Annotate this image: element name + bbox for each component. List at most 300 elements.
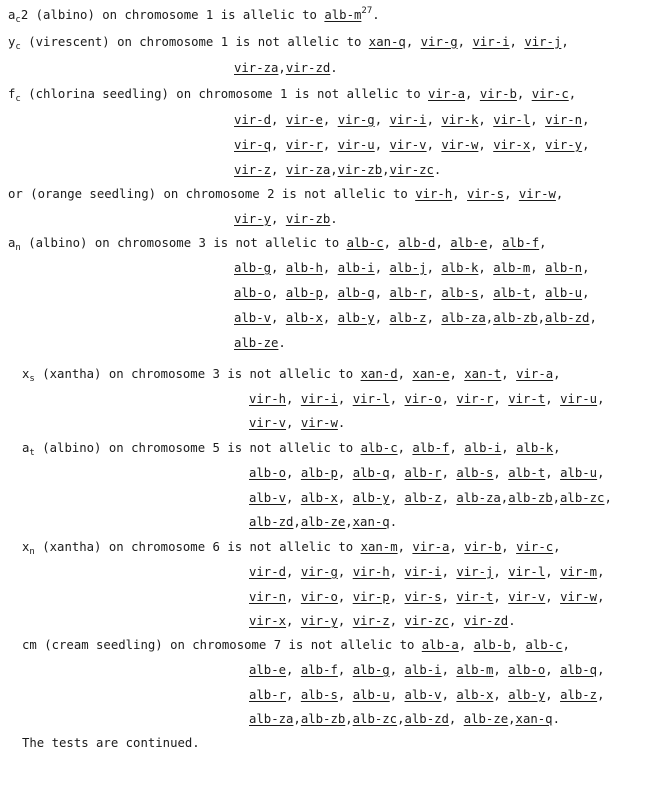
punct: , <box>441 565 457 579</box>
punct: . <box>337 416 346 430</box>
punct: , <box>374 261 390 275</box>
allele: vir-u <box>337 138 375 152</box>
allele: alb-v <box>249 491 287 505</box>
mutant-subscript: n <box>29 547 35 557</box>
allele: alb-f <box>412 441 450 455</box>
punct: . <box>508 614 516 628</box>
allele: alb-e <box>249 663 287 677</box>
punct: , <box>478 138 494 152</box>
allele: vir-c <box>516 540 554 554</box>
allele: vir-w <box>441 138 479 152</box>
punct: , <box>286 614 301 628</box>
allele: alb-o <box>249 466 287 480</box>
punct: , <box>330 163 338 177</box>
allele: alb-zc <box>352 712 398 726</box>
allele: alb-v <box>404 688 442 702</box>
allele: xan-m <box>360 540 398 554</box>
punct: , <box>448 614 464 628</box>
mutant-symbol: f <box>8 87 16 101</box>
punct: , <box>553 367 561 381</box>
punct: , <box>552 491 561 505</box>
allele: alb-za <box>441 311 486 325</box>
punct: , <box>553 441 561 455</box>
allele: vir-g <box>337 113 375 127</box>
allele: vir-n <box>249 590 287 604</box>
punct: , <box>435 236 451 250</box>
entry-an-continuation <box>234 336 286 350</box>
mutant-symbol: a <box>22 441 30 455</box>
punct: , <box>374 286 390 300</box>
punct: , <box>545 392 561 406</box>
allele: vir-l <box>352 392 390 406</box>
allele: alb-o <box>508 663 546 677</box>
punct: , <box>582 113 590 127</box>
entry-or-line <box>8 187 563 201</box>
entry-an-continuation <box>234 311 597 325</box>
punct: , <box>271 261 286 275</box>
allele: vir-m <box>560 565 598 579</box>
allele: vir-o <box>300 590 338 604</box>
entry-description: (xantha) on chromosome 3 is not allelic to <box>34 367 361 381</box>
punct: , <box>545 565 561 579</box>
punct: , <box>389 688 405 702</box>
punct: , <box>582 286 590 300</box>
punct: , <box>337 565 353 579</box>
allele: alb-i <box>464 441 502 455</box>
allele: alb-zb <box>493 311 538 325</box>
punct: , <box>426 311 442 325</box>
allele: alb-a <box>421 638 459 652</box>
punct: , <box>493 392 509 406</box>
entry-or-continuation <box>234 212 338 226</box>
entry-xs-continuation <box>249 416 345 430</box>
punct: , <box>337 590 353 604</box>
punct: , <box>271 113 286 127</box>
mutant-symbol: y <box>8 35 16 49</box>
punct: , <box>345 515 353 529</box>
allele: alb-zd <box>249 515 294 529</box>
punct: , <box>553 540 561 554</box>
allele: vir-z <box>352 614 390 628</box>
punct: , <box>582 261 590 275</box>
punct: , <box>537 311 546 325</box>
punct: , <box>561 35 569 49</box>
allele: alb-c <box>525 638 563 652</box>
punct: , <box>501 540 517 554</box>
allele: alb-j <box>389 261 427 275</box>
entry-ac2-line <box>8 6 380 25</box>
allele: vir-a <box>412 540 450 554</box>
punct: , <box>597 565 605 579</box>
allele: vir-h <box>352 565 390 579</box>
allele: alb-zc <box>560 491 605 505</box>
punct: , <box>286 491 301 505</box>
punct: , <box>337 466 353 480</box>
allele: vir-t <box>508 392 546 406</box>
allele: vir-d <box>234 113 272 127</box>
entry-cm-continuation <box>249 688 605 702</box>
allele: vir-y <box>545 138 583 152</box>
punct: , <box>597 590 605 604</box>
allele: alb-y <box>352 491 390 505</box>
mutant-subscript: c <box>15 15 21 25</box>
allele: vir-i <box>389 113 427 127</box>
punct: , <box>493 565 509 579</box>
allele: alb-ze <box>300 515 346 529</box>
allele: vir-n <box>545 113 583 127</box>
entry-fc-continuation <box>234 113 590 127</box>
punct: , <box>441 491 457 505</box>
punct: , <box>271 311 286 325</box>
allele: alb-s <box>300 688 338 702</box>
entry-xn-continuation <box>249 614 516 628</box>
allele: alb-x <box>300 491 338 505</box>
allele: alb-zd <box>404 712 449 726</box>
allele: alb-c <box>360 441 398 455</box>
punct: , <box>286 565 301 579</box>
mutant-subscript: c <box>15 42 21 52</box>
punct: , <box>389 466 405 480</box>
punct: . <box>278 336 286 350</box>
allele: alb-za <box>249 712 294 726</box>
punct: , <box>485 311 494 325</box>
punct: , <box>337 614 353 628</box>
punct: , <box>597 663 605 677</box>
punct: , <box>426 286 442 300</box>
allele: alb-i <box>337 261 375 275</box>
punct: , <box>562 638 570 652</box>
allele: alb-g <box>352 663 390 677</box>
punct: , <box>493 663 509 677</box>
punct: , <box>539 236 547 250</box>
allele: vir-w <box>518 187 556 201</box>
allele: alb-k <box>516 441 554 455</box>
allele: vir-h <box>415 187 453 201</box>
allele: vir-e <box>285 113 323 127</box>
punct: , <box>516 87 532 101</box>
punct: , <box>493 466 509 480</box>
allele: vir-u <box>560 392 598 406</box>
allele: vir-r <box>456 392 494 406</box>
punct: , <box>441 663 457 677</box>
punct: , <box>397 441 413 455</box>
punct: , <box>589 311 597 325</box>
mutant-symbol: a <box>8 8 16 22</box>
allele: alb-q <box>560 663 598 677</box>
allele: alb-c <box>346 236 384 250</box>
entry-description: (virescent) on chromosome 1 is not allelic to <box>20 35 369 49</box>
allele: alb-f <box>300 663 338 677</box>
allele: alb-t <box>493 286 531 300</box>
entry-cm-continuation <box>249 712 560 726</box>
entry-yc-continuation <box>234 61 338 75</box>
allele: vir-i <box>300 392 338 406</box>
allele: vir-i <box>472 35 510 49</box>
allele: alb-zb <box>508 491 553 505</box>
allele: alb-m <box>324 8 362 22</box>
punct: , <box>374 311 390 325</box>
punct: , <box>452 187 468 201</box>
allele: vir-zd <box>285 61 331 75</box>
punct: , <box>374 113 390 127</box>
allele: vir-z <box>234 163 272 177</box>
punct: , <box>271 138 286 152</box>
allele: vir-o <box>404 392 442 406</box>
entry-xs-line <box>22 367 561 384</box>
allele: alb-zb <box>300 712 346 726</box>
allele: alb-r <box>404 466 442 480</box>
allele: alb-ze <box>234 336 279 350</box>
allele: vir-a <box>516 367 554 381</box>
allele: vir-x <box>493 138 531 152</box>
allele: alb-i <box>404 663 442 677</box>
punct: , <box>500 491 509 505</box>
punct: , <box>508 712 516 726</box>
allele: vir-d <box>249 565 287 579</box>
allele: alb-z <box>560 688 598 702</box>
punct: , <box>389 663 405 677</box>
punct: , <box>271 163 286 177</box>
punct: , <box>293 712 301 726</box>
mutant-symbol: x <box>22 367 30 381</box>
mutant-subscript: n <box>15 243 21 253</box>
entry-at-line <box>22 441 561 458</box>
punct: , <box>449 540 465 554</box>
allele: vir-zb <box>285 212 331 226</box>
entry-fc-line <box>8 87 577 104</box>
allele: alb-u <box>545 286 583 300</box>
allele: vir-g <box>420 35 458 49</box>
allele: alb-x <box>285 311 323 325</box>
punct: , <box>397 540 413 554</box>
punct: . <box>389 515 398 529</box>
punct: , <box>597 392 605 406</box>
punct: , <box>545 590 561 604</box>
punct: , <box>597 466 605 480</box>
entry-xn-continuation <box>249 590 605 604</box>
allele: vir-zc <box>389 163 434 177</box>
allele: alb-za <box>456 491 501 505</box>
entry-description: (albino) on chromosome 3 is not allelic to <box>20 236 347 250</box>
punct: , <box>286 416 301 430</box>
punct: , <box>286 663 301 677</box>
punct: , <box>426 113 442 127</box>
allele: xan-q <box>515 712 553 726</box>
punct: , <box>582 138 590 152</box>
punct: , <box>545 688 561 702</box>
punct: , <box>457 35 473 49</box>
allele: vir-j <box>524 35 562 49</box>
allele: alb-u <box>560 466 598 480</box>
punct: , <box>397 367 413 381</box>
allele: xan-t <box>464 367 502 381</box>
entry-xn-continuation <box>249 565 605 579</box>
allele: alb-z <box>389 311 427 325</box>
punct: , <box>389 392 405 406</box>
punct: , <box>478 261 494 275</box>
mutant-subscript: s <box>29 374 35 384</box>
allele: alb-x <box>456 688 494 702</box>
punct: , <box>501 367 517 381</box>
allele: vir-p <box>352 590 390 604</box>
allele: vir-v <box>249 416 287 430</box>
punct: , <box>337 688 353 702</box>
punct: , <box>293 515 301 529</box>
allele: alb-q <box>337 286 375 300</box>
punct: , <box>478 113 494 127</box>
punct: , <box>382 163 390 177</box>
punct: , <box>426 261 442 275</box>
punct: , <box>501 441 517 455</box>
punct: , <box>441 466 457 480</box>
punct: , <box>604 491 612 505</box>
punct: , <box>271 286 286 300</box>
allele: alb-u <box>352 688 390 702</box>
entry-description: (xantha) on chromosome 6 is not allelic to <box>34 540 361 554</box>
allele: vir-s <box>467 187 505 201</box>
allele: alb-p <box>285 286 323 300</box>
entry-description: cm (cream seedling) on chromosome 7 is not allelic to <box>22 638 422 652</box>
punct: , <box>509 35 525 49</box>
allele: vir-za <box>285 163 331 177</box>
punct: . <box>552 712 560 726</box>
allele: vir-s <box>404 590 442 604</box>
entry-xs-continuation <box>249 392 605 406</box>
punct: , <box>530 261 546 275</box>
punct: , <box>337 392 353 406</box>
allele: alb-f <box>502 236 540 250</box>
punct: , <box>389 565 405 579</box>
punct: , <box>337 663 353 677</box>
punct: , <box>493 590 509 604</box>
punct: , <box>597 688 605 702</box>
punct: , <box>545 663 561 677</box>
punct: , <box>510 638 526 652</box>
punct: , <box>322 286 338 300</box>
allele: vir-i <box>404 565 442 579</box>
allele: alb-t <box>508 466 546 480</box>
punct: , <box>530 138 546 152</box>
allele: vir-r <box>285 138 323 152</box>
punct: , <box>286 590 301 604</box>
mutant-symbol: a <box>8 236 16 250</box>
allele: alb-p <box>300 466 338 480</box>
allele: alb-r <box>389 286 427 300</box>
punct: , <box>504 187 519 201</box>
allele: alb-d <box>398 236 436 250</box>
punct: . <box>433 163 442 177</box>
punct: , <box>337 491 353 505</box>
footer-note: The tests are continued. <box>22 736 200 750</box>
entry-at-continuation <box>249 491 612 505</box>
allele: xan-q <box>368 35 406 49</box>
punct: , <box>465 87 480 101</box>
punct: , <box>441 590 457 604</box>
allele: vir-b <box>479 87 517 101</box>
allele: xan-q <box>352 515 390 529</box>
allele: alb-s <box>456 466 494 480</box>
entry-at-continuation <box>249 515 397 529</box>
allele: alb-n <box>545 261 583 275</box>
punct: , <box>345 712 353 726</box>
allele: vir-q <box>234 138 272 152</box>
punct: , <box>389 614 405 628</box>
punct: , <box>441 688 457 702</box>
allele: vir-h <box>249 392 287 406</box>
allele: xan-d <box>360 367 398 381</box>
punct: , <box>278 61 286 75</box>
entry-xn-line <box>22 540 561 557</box>
entry-description: (albino) on chromosome 5 is not allelic to <box>34 441 361 455</box>
allele: alb-v <box>234 311 272 325</box>
entry-an-continuation <box>234 286 590 300</box>
allele: alb-y <box>337 311 375 325</box>
punct: , <box>555 187 564 201</box>
allele: vir-y <box>300 614 338 628</box>
entry-yc-line <box>8 35 569 52</box>
mutant-subscript: t <box>29 448 35 458</box>
punct: , <box>449 441 465 455</box>
punct: , <box>286 392 301 406</box>
punct: , <box>426 138 442 152</box>
allele: vir-b <box>464 540 502 554</box>
allele: alb-k <box>441 261 479 275</box>
allele: vir-v <box>508 590 546 604</box>
allele: vir-zc <box>404 614 449 628</box>
allele: vir-l <box>493 113 531 127</box>
punct: . <box>330 212 338 226</box>
entry-description: or (orange seedling) on chromosome 2 is not allelic to <box>8 187 416 201</box>
entry-cm-continuation <box>249 663 605 677</box>
entry-an-continuation <box>234 261 590 275</box>
allele: vir-g <box>300 565 338 579</box>
punct: , <box>568 87 577 101</box>
allele: alb-z <box>404 491 442 505</box>
allele-superscript: 27 <box>361 6 373 16</box>
allele: vir-zb <box>337 163 383 177</box>
allele: alb-r <box>249 688 287 702</box>
punct: , <box>493 688 509 702</box>
allele: vir-v <box>389 138 427 152</box>
allele: alb-ze <box>463 712 509 726</box>
mutant-subscript: c <box>15 94 21 104</box>
punct: , <box>441 392 457 406</box>
allele: vir-za <box>234 61 279 75</box>
punct: , <box>322 261 338 275</box>
allele: alb-zd <box>545 311 590 325</box>
allele: alb-o <box>234 286 272 300</box>
allele: alb-q <box>352 466 390 480</box>
entry-cm-line <box>22 638 570 652</box>
punct: , <box>322 311 338 325</box>
allele: vir-c <box>531 87 569 101</box>
punct: . <box>330 61 338 75</box>
allele: vir-w <box>560 590 598 604</box>
allele: vir-t <box>456 590 494 604</box>
entry-fc-continuation <box>234 163 441 177</box>
punct: , <box>389 590 405 604</box>
punct: , <box>286 688 301 702</box>
allele: alb-g <box>234 261 272 275</box>
allele: alb-e <box>450 236 488 250</box>
punct: , <box>397 712 405 726</box>
allele: vir-j <box>456 565 494 579</box>
punct: , <box>322 138 338 152</box>
punct: , <box>530 113 546 127</box>
punct: , <box>478 286 494 300</box>
allele: vir-y <box>234 212 272 226</box>
allele: vir-k <box>441 113 479 127</box>
